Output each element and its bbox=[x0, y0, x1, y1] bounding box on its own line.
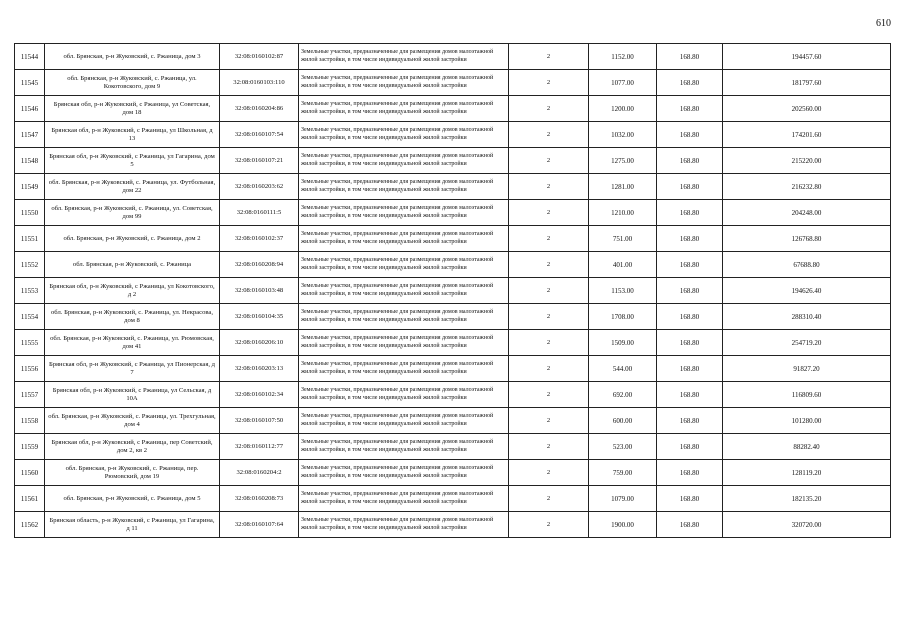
area-cell: 1210.00 bbox=[589, 200, 657, 226]
cadastral-value-cell: 128119.20 bbox=[723, 460, 891, 486]
specific-value-cell: 168.80 bbox=[657, 304, 723, 330]
specific-value-cell: 168.80 bbox=[657, 330, 723, 356]
group-code-cell: 2 bbox=[509, 356, 589, 382]
land-use-cell: Земельные участки, предназначенные для размещения домов малоэтажной жилой застройки, в том числе индивидуальной жилой застройки bbox=[299, 174, 509, 200]
group-code-cell: 2 bbox=[509, 96, 589, 122]
group-code-cell: 2 bbox=[509, 122, 589, 148]
cadastral-value-cell: 194626.40 bbox=[723, 278, 891, 304]
address-cell: Брянская область, р-н Жуковский, с Ржаница, ул Гагарина, д 11 bbox=[45, 512, 220, 538]
table-row bbox=[15, 356, 891, 382]
specific-value-cell: 168.80 bbox=[657, 486, 723, 512]
table-row bbox=[15, 96, 891, 122]
row-id-cell: 11551 bbox=[15, 226, 45, 252]
row-id-cell: 11553 bbox=[15, 278, 45, 304]
land-use-cell: Земельные участки, предназначенные для размещения домов малоэтажной жилой застройки, в том числе индивидуальной жилой застройки bbox=[299, 278, 509, 304]
cadastral-value-cell: 91827.20 bbox=[723, 356, 891, 382]
cadastral-value-cell: 101280.00 bbox=[723, 408, 891, 434]
cadastral-number-cell: 32:08:0160104:35 bbox=[220, 304, 299, 330]
group-code-cell: 2 bbox=[509, 408, 589, 434]
table-row bbox=[15, 174, 891, 200]
area-cell: 1077.00 bbox=[589, 70, 657, 96]
table-row bbox=[15, 122, 891, 148]
area-cell: 1281.00 bbox=[589, 174, 657, 200]
address-cell: обл. Брянская, р-н Жуковский, с. Ржаница, ул. Трехгульная, дом 4 bbox=[45, 408, 220, 434]
area-cell: 1153.00 bbox=[589, 278, 657, 304]
cadastral-value-cell: 204248.00 bbox=[723, 200, 891, 226]
land-use-cell: Земельные участки, предназначенные для размещения домов малоэтажной жилой застройки, в том числе индивидуальной жилой застройки bbox=[299, 408, 509, 434]
specific-value-cell: 168.80 bbox=[657, 148, 723, 174]
cadastral-number-cell: 32:08:0160103:48 bbox=[220, 278, 299, 304]
specific-value-cell: 168.80 bbox=[657, 408, 723, 434]
land-use-cell: Земельные участки, предназначенные для размещения домов малоэтажной жилой застройки, в том числе индивидуальной жилой застройки bbox=[299, 460, 509, 486]
cadastral-value-cell: 181797.60 bbox=[723, 70, 891, 96]
row-id-cell: 11560 bbox=[15, 460, 45, 486]
group-code-cell: 2 bbox=[509, 512, 589, 538]
page-number: 610 bbox=[876, 18, 891, 29]
cadastral-number-cell: 32:08:0160107:21 bbox=[220, 148, 299, 174]
address-cell: Брянская обл, р-н Жуковский, с Ржаница, ул Пионерская, д 7 bbox=[45, 356, 220, 382]
cadastral-number-cell: 32:08:0160204:2 bbox=[220, 460, 299, 486]
area-cell: 1079.00 bbox=[589, 486, 657, 512]
land-use-cell: Земельные участки, предназначенные для размещения домов малоэтажной жилой застройки, в том числе индивидуальной жилой застройки bbox=[299, 148, 509, 174]
group-code-cell: 2 bbox=[509, 148, 589, 174]
address-cell: Брянская обл, р-н Жуковский, с Ржаница, ул Сельская, д 10А bbox=[45, 382, 220, 408]
land-use-cell: Земельные участки, предназначенные для размещения домов малоэтажной жилой застройки, в том числе индивидуальной жилой застройки bbox=[299, 70, 509, 96]
cadastral-number-cell: 32:08:0160107:54 bbox=[220, 122, 299, 148]
cadastral-number-cell: 32:08:0160208:94 bbox=[220, 252, 299, 278]
area-cell: 600.00 bbox=[589, 408, 657, 434]
area-cell: 1275.00 bbox=[589, 148, 657, 174]
area-cell: 544.00 bbox=[589, 356, 657, 382]
cadastral-value-cell: 116809.60 bbox=[723, 382, 891, 408]
area-cell: 523.00 bbox=[589, 434, 657, 460]
area-cell: 1200.00 bbox=[589, 96, 657, 122]
address-cell: обл. Брянская, р-н Жуковский, с. Ржаница bbox=[45, 252, 220, 278]
land-use-cell: Земельные участки, предназначенные для размещения домов малоэтажной жилой застройки, в том числе индивидуальной жилой застройки bbox=[299, 304, 509, 330]
specific-value-cell: 168.80 bbox=[657, 252, 723, 278]
row-id-cell: 11549 bbox=[15, 174, 45, 200]
table-row bbox=[15, 408, 891, 434]
land-use-cell: Земельные участки, предназначенные для размещения домов малоэтажной жилой застройки, в том числе индивидуальной жилой застройки bbox=[299, 44, 509, 70]
address-cell: обл. Брянская, р-н Жуковский, с. Ржаница, пер. Рюмовский, дом 19 bbox=[45, 460, 220, 486]
address-cell: обл. Брянская, р-н Жуковский, с. Ржаница, дом 2 bbox=[45, 226, 220, 252]
row-id-cell: 11557 bbox=[15, 382, 45, 408]
specific-value-cell: 168.80 bbox=[657, 226, 723, 252]
specific-value-cell: 168.80 bbox=[657, 70, 723, 96]
row-id-cell: 11544 bbox=[15, 44, 45, 70]
group-code-cell: 2 bbox=[509, 44, 589, 70]
group-code-cell: 2 bbox=[509, 70, 589, 96]
table-row bbox=[15, 304, 891, 330]
cadastral-value-cell: 88282.40 bbox=[723, 434, 891, 460]
row-id-cell: 11562 bbox=[15, 512, 45, 538]
land-use-cell: Земельные участки, предназначенные для размещения домов малоэтажной жилой застройки, в том числе индивидуальной жилой застройки bbox=[299, 356, 509, 382]
table-row bbox=[15, 460, 891, 486]
cadastral-value-cell: 320720.00 bbox=[723, 512, 891, 538]
cadastral-number-cell: 32:08:0160103:110 bbox=[220, 70, 299, 96]
group-code-cell: 2 bbox=[509, 434, 589, 460]
area-cell: 1900.00 bbox=[589, 512, 657, 538]
table-row bbox=[15, 148, 891, 174]
cadastral-value-cell: 67688.80 bbox=[723, 252, 891, 278]
address-cell: Брянская обл, р-н Жуковский, с Ржаница, пер Советский, дом 2, кв 2 bbox=[45, 434, 220, 460]
group-code-cell: 2 bbox=[509, 382, 589, 408]
group-code-cell: 2 bbox=[509, 226, 589, 252]
specific-value-cell: 168.80 bbox=[657, 356, 723, 382]
table-row bbox=[15, 382, 891, 408]
land-use-cell: Земельные участки, предназначенные для размещения домов малоэтажной жилой застройки, в том числе индивидуальной жилой застройки bbox=[299, 96, 509, 122]
land-use-cell: Земельные участки, предназначенные для размещения домов малоэтажной жилой застройки, в том числе индивидуальной жилой застройки bbox=[299, 122, 509, 148]
address-cell: Брянская обл, р-н Жуковский, с Ржаница, ул Советская, дом 18 bbox=[45, 96, 220, 122]
cadastral-number-cell: 32:08:0160107:50 bbox=[220, 408, 299, 434]
row-id-cell: 11561 bbox=[15, 486, 45, 512]
row-id-cell: 11555 bbox=[15, 330, 45, 356]
specific-value-cell: 168.80 bbox=[657, 512, 723, 538]
address-cell: обл. Брянская, р-н Жуковский, с. Ржаница, дом 3 bbox=[45, 44, 220, 70]
land-use-cell: Земельные участки, предназначенные для размещения домов малоэтажной жилой застройки, в том числе индивидуальной жилой застройки bbox=[299, 226, 509, 252]
specific-value-cell: 168.80 bbox=[657, 434, 723, 460]
table-row bbox=[15, 330, 891, 356]
group-code-cell: 2 bbox=[509, 278, 589, 304]
area-cell: 1152.00 bbox=[589, 44, 657, 70]
row-id-cell: 11558 bbox=[15, 408, 45, 434]
cadastral-number-cell: 32:08:0160102:37 bbox=[220, 226, 299, 252]
address-cell: Брянская обл, р-н Жуковский, с Ржаница, ул Кокотовского, д 2 bbox=[45, 278, 220, 304]
table-row bbox=[15, 486, 891, 512]
table-row bbox=[15, 44, 891, 70]
cadastral-value-table bbox=[14, 43, 891, 538]
group-code-cell: 2 bbox=[509, 200, 589, 226]
row-id-cell: 11559 bbox=[15, 434, 45, 460]
specific-value-cell: 168.80 bbox=[657, 382, 723, 408]
table-row bbox=[15, 278, 891, 304]
table-row bbox=[15, 70, 891, 96]
area-cell: 759.00 bbox=[589, 460, 657, 486]
cadastral-number-cell: 32:08:0160102:87 bbox=[220, 44, 299, 70]
group-code-cell: 2 bbox=[509, 460, 589, 486]
address-cell: обл. Брянская, р-н Жуковский, с. Ржаница, ул. Советская, дом 99 bbox=[45, 200, 220, 226]
cadastral-number-cell: 32:08:0160111:5 bbox=[220, 200, 299, 226]
specific-value-cell: 168.80 bbox=[657, 96, 723, 122]
table-row bbox=[15, 512, 891, 538]
land-use-cell: Земельные участки, предназначенные для размещения домов малоэтажной жилой застройки, в том числе индивидуальной жилой застройки bbox=[299, 330, 509, 356]
specific-value-cell: 168.80 bbox=[657, 200, 723, 226]
table-body bbox=[15, 44, 891, 538]
cadastral-value-cell: 174201.60 bbox=[723, 122, 891, 148]
area-cell: 692.00 bbox=[589, 382, 657, 408]
cadastral-number-cell: 32:08:0160208:73 bbox=[220, 486, 299, 512]
area-cell: 1509.00 bbox=[589, 330, 657, 356]
row-id-cell: 11547 bbox=[15, 122, 45, 148]
cadastral-number-cell: 32:08:0160203:62 bbox=[220, 174, 299, 200]
cadastral-value-cell: 202560.00 bbox=[723, 96, 891, 122]
cadastral-number-cell: 32:08:0160112:77 bbox=[220, 434, 299, 460]
address-cell: Брянская обл, р-н Жуковский, с Ржаница, ул Гагарина, дом 5 bbox=[45, 148, 220, 174]
address-cell: обл. Брянская, р-н Жуковский, с. Ржаница, ул. Рюмовская, дом 41 bbox=[45, 330, 220, 356]
table-row bbox=[15, 226, 891, 252]
address-cell: обл. Брянская, р-н Жуковский, с. Ржаница, ул. Кокотовского, дом 9 bbox=[45, 70, 220, 96]
cadastral-value-cell: 194457.60 bbox=[723, 44, 891, 70]
land-use-cell: Земельные участки, предназначенные для размещения домов малоэтажной жилой застройки, в том числе индивидуальной жилой застройки bbox=[299, 486, 509, 512]
table-row bbox=[15, 200, 891, 226]
group-code-cell: 2 bbox=[509, 486, 589, 512]
cadastral-number-cell: 32:08:0160204:86 bbox=[220, 96, 299, 122]
cadastral-value-cell: 126768.80 bbox=[723, 226, 891, 252]
row-id-cell: 11546 bbox=[15, 96, 45, 122]
cadastral-number-cell: 32:08:0160203:13 bbox=[220, 356, 299, 382]
specific-value-cell: 168.80 bbox=[657, 174, 723, 200]
land-use-cell: Земельные участки, предназначенные для размещения домов малоэтажной жилой застройки, в том числе индивидуальной жилой застройки bbox=[299, 434, 509, 460]
group-code-cell: 2 bbox=[509, 174, 589, 200]
cadastral-value-cell: 182135.20 bbox=[723, 486, 891, 512]
group-code-cell: 2 bbox=[509, 304, 589, 330]
row-id-cell: 11545 bbox=[15, 70, 45, 96]
area-cell: 1708.00 bbox=[589, 304, 657, 330]
area-cell: 401.00 bbox=[589, 252, 657, 278]
address-cell: обл. Брянская, р-н Жуковский, с. Ржаница, дом 5 bbox=[45, 486, 220, 512]
land-use-cell: Земельные участки, предназначенные для размещения домов малоэтажной жилой застройки, в том числе индивидуальной жилой застройки bbox=[299, 382, 509, 408]
area-cell: 751.00 bbox=[589, 226, 657, 252]
cadastral-number-cell: 32:08:0160107:64 bbox=[220, 512, 299, 538]
specific-value-cell: 168.80 bbox=[657, 278, 723, 304]
row-id-cell: 11552 bbox=[15, 252, 45, 278]
row-id-cell: 11550 bbox=[15, 200, 45, 226]
land-use-cell: Земельные участки, предназначенные для размещения домов малоэтажной жилой застройки, в том числе индивидуальной жилой застройки bbox=[299, 512, 509, 538]
area-cell: 1032.00 bbox=[589, 122, 657, 148]
row-id-cell: 11556 bbox=[15, 356, 45, 382]
specific-value-cell: 168.80 bbox=[657, 44, 723, 70]
cadastral-number-cell: 32:08:0160102:34 bbox=[220, 382, 299, 408]
group-code-cell: 2 bbox=[509, 330, 589, 356]
address-cell: Брянская обл, р-н Жуковский, с Ржаница, ул Школьная, д 13 bbox=[45, 122, 220, 148]
cadastral-number-cell: 32:08:0160206:10 bbox=[220, 330, 299, 356]
cadastral-value-cell: 216232.80 bbox=[723, 174, 891, 200]
address-cell: обл. Брянская, р-н Жуковский, с. Ржаница, ул. Некрасова, дом 8 bbox=[45, 304, 220, 330]
row-id-cell: 11548 bbox=[15, 148, 45, 174]
cadastral-value-cell: 254719.20 bbox=[723, 330, 891, 356]
row-id-cell: 11554 bbox=[15, 304, 45, 330]
cadastral-value-cell: 288310.40 bbox=[723, 304, 891, 330]
specific-value-cell: 168.80 bbox=[657, 460, 723, 486]
land-use-cell: Земельные участки, предназначенные для размещения домов малоэтажной жилой застройки, в том числе индивидуальной жилой застройки bbox=[299, 252, 509, 278]
cadastral-value-cell: 215220.00 bbox=[723, 148, 891, 174]
specific-value-cell: 168.80 bbox=[657, 122, 723, 148]
table-row bbox=[15, 252, 891, 278]
group-code-cell: 2 bbox=[509, 252, 589, 278]
table-row bbox=[15, 434, 891, 460]
address-cell: обл. Брянская, р-н Жуковский, с. Ржаница, ул. Футбольная, дом 22 bbox=[45, 174, 220, 200]
land-use-cell: Земельные участки, предназначенные для размещения домов малоэтажной жилой застройки, в том числе индивидуальной жилой застройки bbox=[299, 200, 509, 226]
